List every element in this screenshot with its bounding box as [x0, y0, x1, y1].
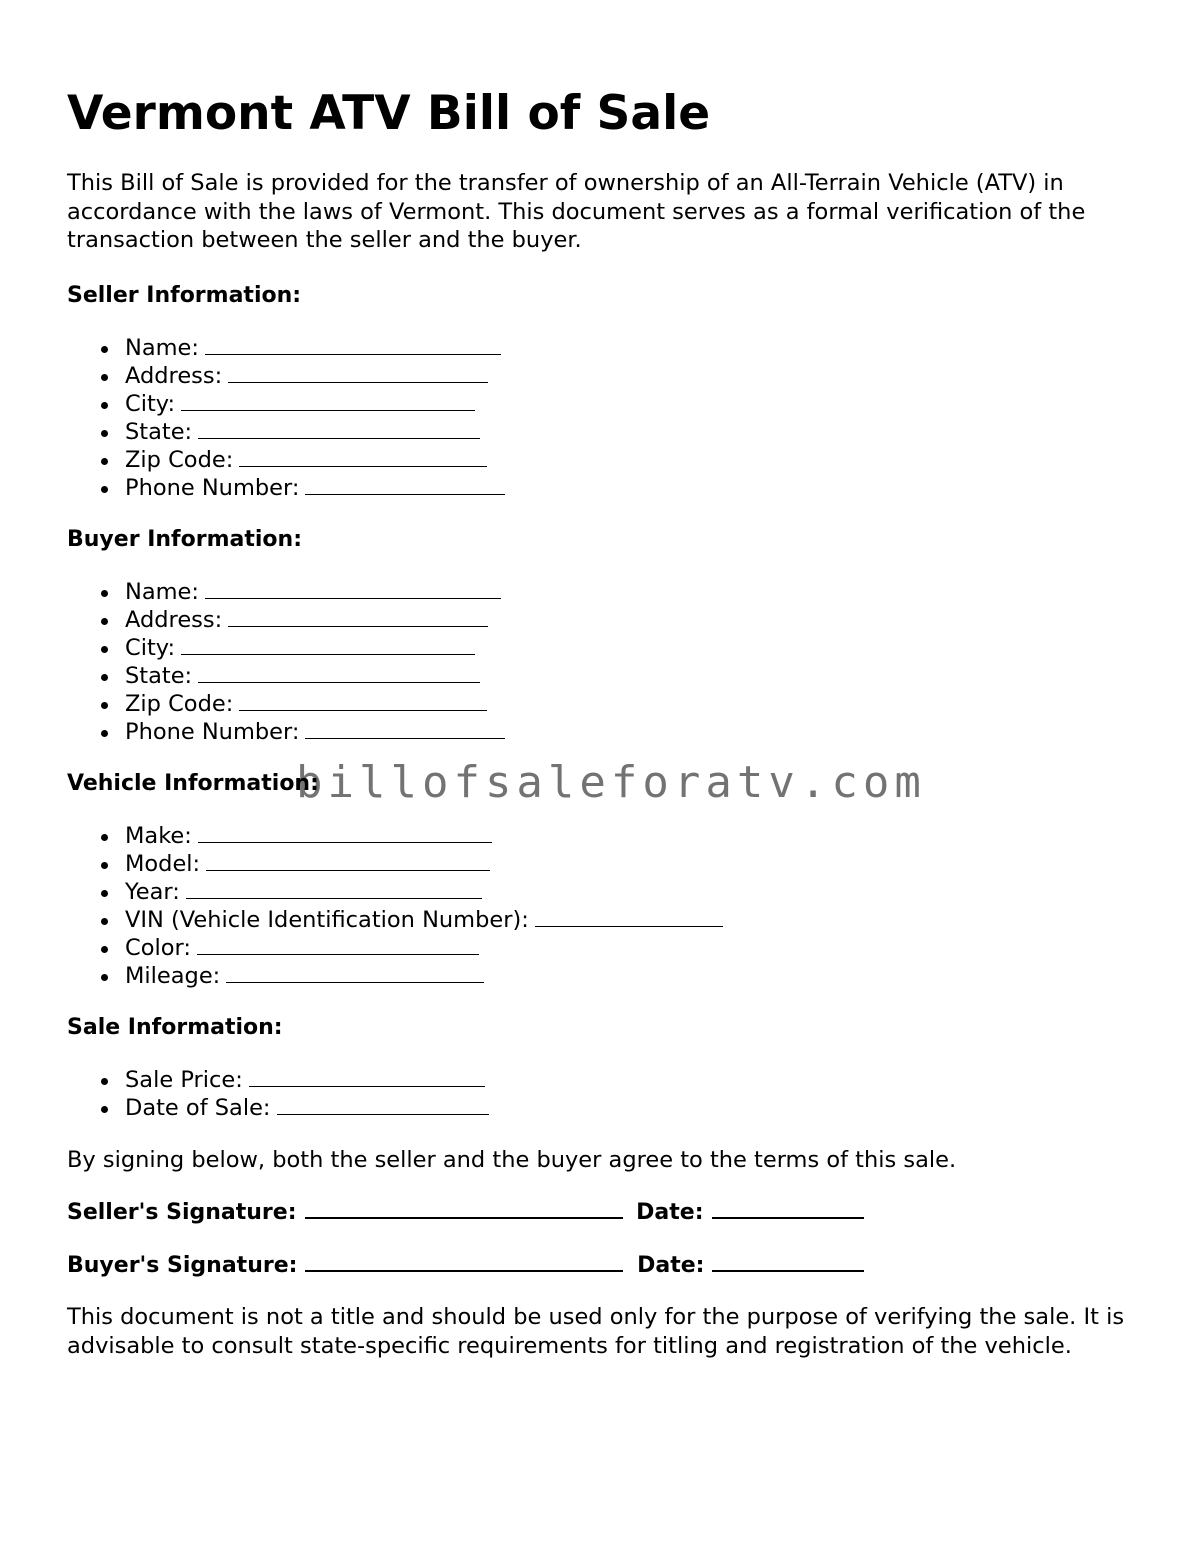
fill-blank [197, 934, 479, 955]
fill-blank [181, 634, 475, 655]
buyer-address-field[interactable] [67, 606, 1147, 634]
field-label: Make: [125, 822, 192, 849]
seller-zip-field[interactable] [67, 446, 1147, 474]
fill-blank [535, 906, 723, 927]
buyer-signature-label: Buyer's Signature: [67, 1253, 298, 1278]
seller-name-field[interactable] [67, 334, 1147, 362]
fill-blank [226, 962, 484, 983]
agreement-text: By signing below, both the seller and the buyer agree to the terms of this sale. [67, 1146, 957, 1173]
fill-blank [228, 362, 488, 383]
seller-field-list [67, 334, 1147, 502]
seller-signature-label: Seller's Signature: [67, 1200, 297, 1225]
field-label: Address: [125, 362, 223, 389]
intro-paragraph: This Bill of Sale is provided for the transfer of ownership of an All-Terrain Vehicle (ATV) in accordance with the laws of Vermont. This document serves as a formal verification of the transaction between the seller and the buyer. [67, 170, 1086, 253]
field-label: Sale Price: [125, 1066, 243, 1093]
date-blank[interactable] [712, 1250, 864, 1272]
fill-blank [239, 690, 487, 711]
vehicle-year-field[interactable] [67, 878, 1147, 906]
field-label: Zip Code: [125, 690, 234, 717]
fill-blank [239, 446, 487, 467]
seller-address-field[interactable] [67, 362, 1147, 390]
fill-blank [181, 390, 475, 411]
buyer-zip-field[interactable] [67, 690, 1147, 718]
buyer-name-field[interactable] [67, 578, 1147, 606]
field-label: VIN (Vehicle Identification Number): [125, 906, 529, 933]
vehicle-model-field[interactable] [67, 850, 1147, 878]
buyer-state-field[interactable] [67, 662, 1147, 690]
signature-blank[interactable] [305, 1197, 623, 1219]
field-label: Model: [125, 850, 201, 877]
fill-blank [198, 822, 492, 843]
field-label: City: [125, 390, 176, 417]
watermark-text: billofsaleforatv.com [296, 757, 926, 808]
field-label: Phone Number: [125, 474, 300, 501]
sale-field-list [67, 1066, 1147, 1122]
seller-signature-line[interactable] [67, 1197, 1147, 1227]
fill-blank [205, 578, 501, 599]
signature-blank[interactable] [305, 1250, 623, 1272]
vehicle-field-list [67, 822, 1147, 990]
field-label: Zip Code: [125, 446, 234, 473]
field-label: State: [125, 418, 193, 445]
fill-blank [186, 878, 482, 899]
field-label: City: [125, 634, 176, 661]
fill-blank [277, 1094, 489, 1115]
buyer-signature-line[interactable] [67, 1250, 1147, 1280]
vehicle-heading: Vehicle Information: [67, 770, 319, 796]
fill-blank [305, 474, 505, 495]
vehicle-color-field[interactable] [67, 934, 1147, 962]
vehicle-vin-field[interactable] [67, 906, 1147, 934]
fill-blank [249, 1066, 485, 1087]
seller-heading: Seller Information: [67, 282, 302, 308]
field-label: Color: [125, 934, 191, 961]
date-blank[interactable] [712, 1197, 864, 1219]
fill-blank [228, 606, 488, 627]
vehicle-mileage-field[interactable] [67, 962, 1147, 990]
field-label: Name: [125, 334, 199, 361]
sale-price-field[interactable] [67, 1066, 1147, 1094]
vehicle-make-field[interactable] [67, 822, 1147, 850]
field-label: Date of Sale: [125, 1094, 271, 1121]
field-label: State: [125, 662, 193, 689]
field-label: Address: [125, 606, 223, 633]
field-label: Phone Number: [125, 718, 300, 745]
fill-blank [206, 850, 490, 871]
sale-date-field[interactable] [67, 1094, 1147, 1122]
date-label: Date: [636, 1200, 704, 1225]
fill-blank [198, 418, 480, 439]
buyer-heading: Buyer Information: [67, 526, 302, 552]
field-label: Mileage: [125, 962, 221, 989]
buyer-phone-field[interactable] [67, 718, 1147, 746]
fill-blank [198, 662, 480, 683]
disclaimer-text: This document is not a title and should be used only for the purpose of verifying the sale. It is advisable to consult state-specific requirements for titling and registration of the vehicle. [67, 1304, 1125, 1359]
document-page [67, 0, 1147, 1360]
field-label: Name: [125, 578, 199, 605]
fill-blank [205, 334, 501, 355]
date-label: Date: [637, 1253, 705, 1278]
fill-blank [305, 718, 505, 739]
sale-heading: Sale Information: [67, 1014, 283, 1040]
buyer-city-field[interactable] [67, 634, 1147, 662]
buyer-field-list [67, 578, 1147, 746]
seller-state-field[interactable] [67, 418, 1147, 446]
seller-phone-field[interactable] [67, 474, 1147, 502]
document-title: Vermont ATV Bill of Sale [67, 86, 711, 141]
field-label: Year: [125, 878, 180, 905]
seller-city-field[interactable] [67, 390, 1147, 418]
